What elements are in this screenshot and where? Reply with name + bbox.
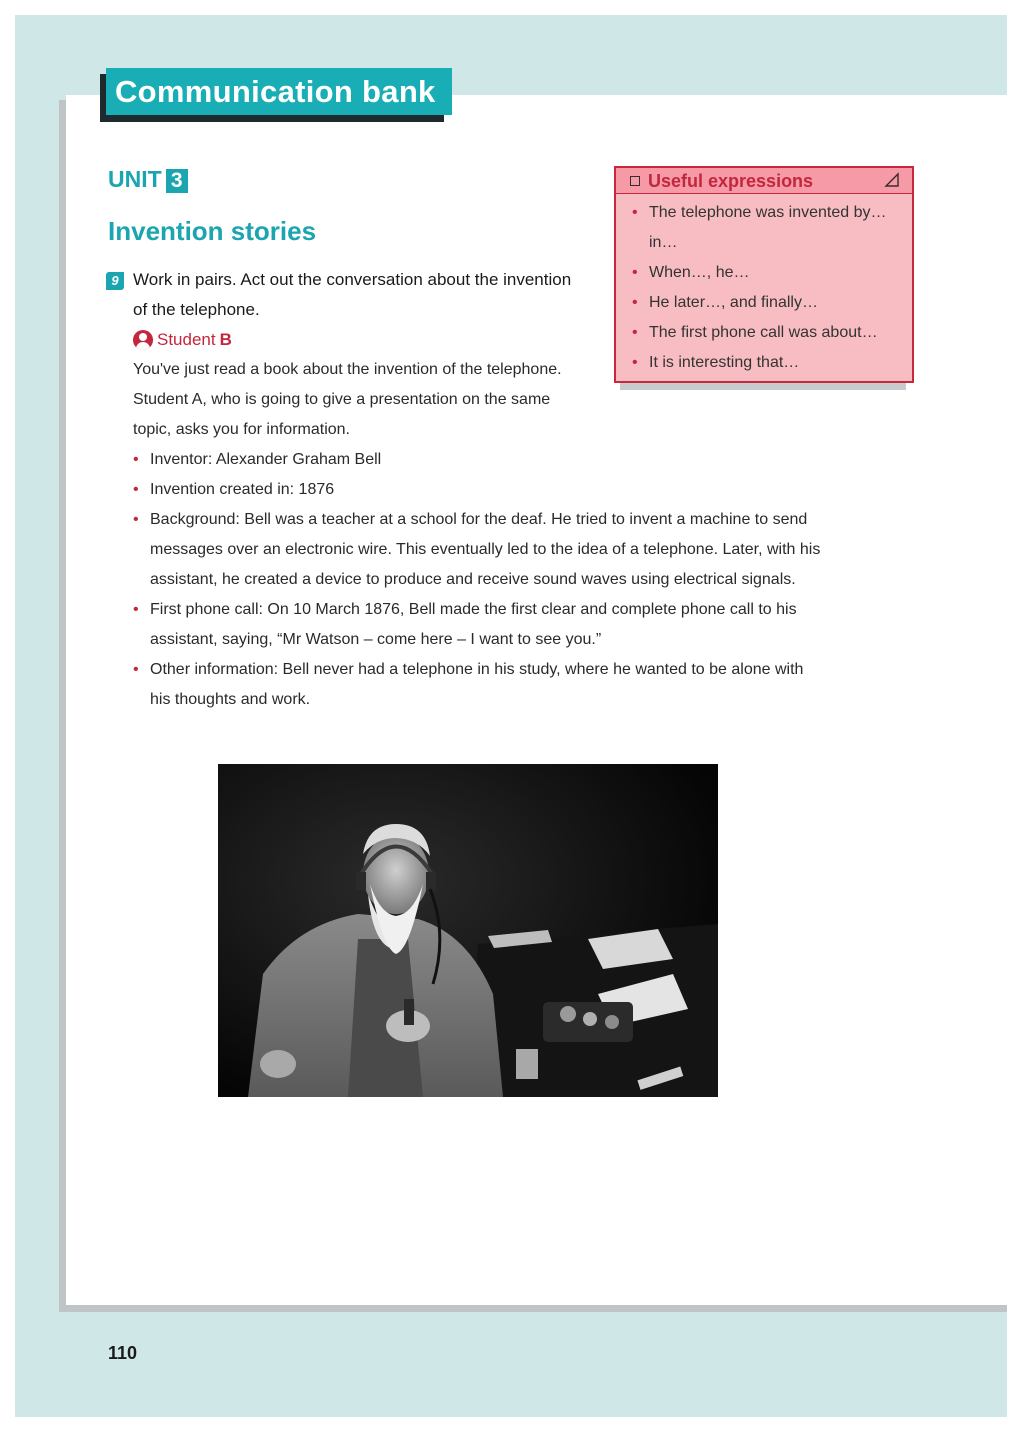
info-item-background: • Background: Bell was a teacher at a school for the deaf. He tried to invent a machine to send messages over an electronic wire. This eventually led to the idea of a telephone. Later, with his assistant, he created a device to produce and receive sound waves using electrical signals. [133,505,823,595]
expression-item: • The telephone was invented by… in… [632,198,898,258]
student-role-label [133,327,232,353]
student-prefix: Student [157,330,216,349]
unit-label: UNIT [108,166,162,192]
useful-expressions-box [614,166,914,383]
task-number-badge: 9 [106,272,124,290]
info-item-first-call: • First phone call: On 10 March 1876, Bell made the first clear and complete phone call to his assistant, saying, “Mr Watson – come here – I want to see you.” [133,595,823,655]
photo-illustration [218,764,718,1097]
page-number: 110 [108,1343,138,1363]
useful-expressions-title: Useful expressions [648,170,814,191]
info-list [133,445,823,715]
useful-expressions-list [616,194,912,378]
square-icon [630,176,640,186]
info-item-inventor: • Inventor: Alexander Graham Bell [133,445,823,475]
person-circle-icon [133,330,153,350]
expression-item: • He later…, and finally… [632,288,898,318]
triangle-corner-icon [884,172,900,188]
communication-bank-banner: Communication bank [106,68,452,115]
unit-heading [108,165,188,193]
expression-item: • It is interesting that… [632,348,898,378]
useful-expressions-header [616,168,912,194]
intro-paragraph: You've just read a book about the invention of the telephone. Student A, who is going to give a presentation on the same topic, asks you for information. [133,361,562,438]
task-instruction: Work in pairs. Act out the conversation about the invention of the telephone. [133,270,572,319]
info-item-year: • Invention created in: 1876 [133,475,823,505]
section-title: Invention stories [108,216,317,246]
info-item-other: • Other information: Bell never had a telephone in his study, where he wanted to be alone with his thoughts and work. [133,655,823,715]
expression-item: • When…, he… [632,258,898,288]
unit-number-badge: 3 [166,169,188,193]
bell-photograph [218,764,718,1097]
expression-item: • The first phone call was about… [632,318,898,348]
student-letter: B [219,330,232,349]
